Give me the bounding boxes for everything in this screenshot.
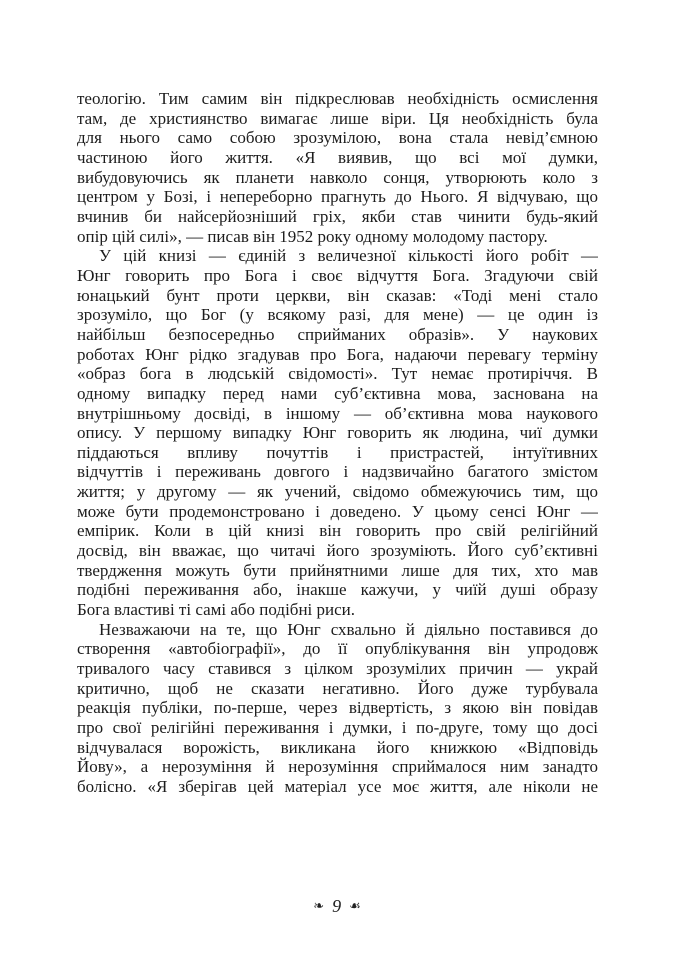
text-line: для нього само собою зрозумілою, вона стала невід’ємною (77, 128, 598, 148)
paragraph (77, 620, 598, 797)
text-line: внутрішньому досвіді, в іншому — об’єктивна мова наукового (77, 403, 598, 423)
text-line: вибудовуючись як планети навколо сонця, утворюють коло з (77, 167, 598, 187)
text-line: там, де християнство вимагає лише віри. Ця необхідність була (77, 108, 598, 128)
text-line: життя; у другому — як учений, свідомо обмежуючись тим, що (77, 482, 598, 502)
text-line: одному випадку перед нами суб’єктивна мова, заснована на (77, 383, 598, 403)
paragraph (77, 89, 598, 246)
text-line: Йову», а нерозуміння й нерозуміння сприймалося ним занадто (77, 757, 598, 777)
text-line: болісно. «Я зберігав цей матеріал усе моє життя, але ніколи не (77, 776, 598, 796)
text-line: Незважаючи на те, що Юнг схвально й діяльно поставився до (99, 619, 598, 639)
text-line: юнацький бунт проти церкви, він сказав: «Тоді мені стало (77, 285, 598, 305)
text-line: Бога властиві ті самі або подібні риси. (77, 600, 356, 620)
text-line: теологію. Тим самим він підкреслював необхідність осмислення (77, 89, 598, 108)
page-body (77, 89, 598, 797)
text-line: досвід, він вважає, що читачі його зрозуміють. Його суб’єктивні (77, 541, 598, 561)
text-line: Юнг говорить про Бога і своє відчуття Бога. Згадуючи свій (77, 265, 598, 285)
text-line: частиною його життя. «Я виявив, що всі мої думки, (77, 147, 598, 167)
text-line: емпірик. Коли в цій книзі він говорить про свій релігійний (77, 521, 598, 541)
text-line: відчувалася ворожість, викликана його книжкою «Відповідь (77, 737, 598, 757)
text-line: «образ бога в людській свідомості». Тут немає протиріччя. В (77, 364, 598, 384)
text-line: вчинив би найсерйозніший гріх, якби став чинити будь-який (77, 206, 598, 226)
text-line: роботах Юнг рідко згадував про Бога, надаючи перевагу терміну (77, 344, 598, 364)
text-line: створення «автобіографії», до її опублікування він упродовж (77, 639, 598, 659)
text-line: твердження можуть бути прийнятними лише для тих, хто мав (77, 560, 598, 580)
text-line: опір цій силі», — писав він 1952 року одному молодому пастору. (77, 226, 548, 246)
text-line: тривалого часу ставився з цілком зрозумілих причин — украй (77, 659, 598, 679)
page-footer (0, 896, 674, 917)
text-line: піддаються впливу почуттів і пристрастей, інтуїтивних (77, 442, 598, 462)
ornament-right-icon: ☙ (349, 898, 361, 913)
page-number: 9 (332, 896, 342, 916)
text-line: критично, щоб не сказати негативно. Його дуже турбувала (77, 678, 598, 698)
paragraph (77, 246, 598, 619)
text-line: реакція публіки, по-перше, через відвертість, з якою він повідав (77, 698, 598, 718)
text-line: про свої релігійні переживання і думки, і по-друге, тому що досі (77, 718, 598, 737)
ornament-left-icon: ❧ (313, 898, 325, 913)
text-line: може бути продемонстровано і доведено. У цьому сенсі Юнг — (77, 501, 598, 521)
text-line: найбільш безпосередньо сприйманих образів». У наукових (77, 324, 598, 344)
text-line: центром у Бозі, і непереборно прагнуть до Нього. Я відчуваю, що (77, 187, 598, 207)
text-line: У цій книзі — єдиній з величезної кількості його робіт — (99, 246, 598, 266)
text-line: опису. У першому випадку Юнг говорить як людина, чиї думки (77, 423, 598, 443)
text-line: зрозуміло, що Бог (у всякому разі, для мене) — це один із (77, 305, 598, 325)
text-line: подібні переживання або, інакше кажучи, у чиїй душі образу (77, 580, 598, 600)
text-line: відчуттів і переживань довгого і надзвичайно багатого змістом (77, 462, 598, 482)
